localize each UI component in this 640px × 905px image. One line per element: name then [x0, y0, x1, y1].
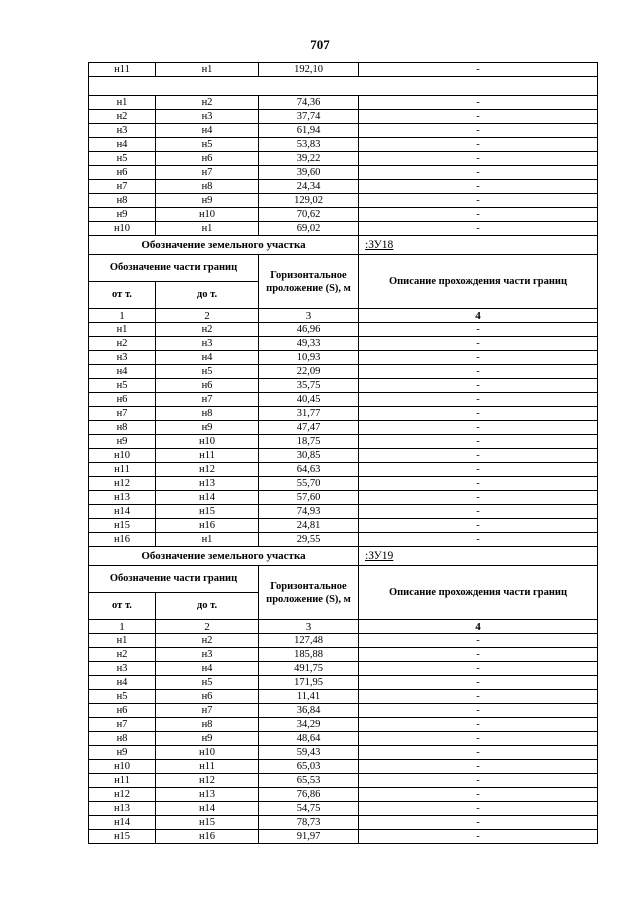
table-row: [89, 323, 598, 337]
from-point-cell: н3: [89, 124, 156, 138]
table-row: [89, 491, 598, 505]
from-point-cell: н14: [89, 505, 156, 519]
header-row: [89, 255, 598, 282]
length-cell: 10,93: [259, 351, 359, 365]
length-cell: 40,45: [259, 393, 359, 407]
from-point-cell: н9: [89, 208, 156, 222]
column-number: 3: [259, 309, 359, 323]
column-number: 1: [89, 309, 156, 323]
from-point-cell: н2: [89, 648, 156, 662]
from-point-cell: н16: [89, 533, 156, 547]
plot-id: :ЗУ18: [359, 236, 598, 255]
table-row: [89, 718, 598, 732]
to-point-header: до т.: [156, 593, 259, 620]
table-row: [89, 208, 598, 222]
to-point-cell: н4: [156, 351, 259, 365]
length-cell: 18,75: [259, 435, 359, 449]
length-cell: 54,75: [259, 802, 359, 816]
to-point-cell: н6: [156, 379, 259, 393]
description-cell: -: [359, 774, 598, 788]
description-cell: -: [359, 634, 598, 648]
length-cell: 30,85: [259, 449, 359, 463]
to-point-cell: н10: [156, 435, 259, 449]
to-point-cell: н11: [156, 449, 259, 463]
from-point-cell: н1: [89, 634, 156, 648]
length-cell: 192,10: [259, 63, 359, 77]
table-row: [89, 138, 598, 152]
part-boundary-header: Обозначение части границ: [89, 566, 259, 593]
length-cell: 31,77: [259, 407, 359, 421]
description-cell: -: [359, 676, 598, 690]
length-cell: 24,81: [259, 519, 359, 533]
length-cell: 185,88: [259, 648, 359, 662]
length-cell: 78,73: [259, 816, 359, 830]
table-row: [89, 96, 598, 110]
from-point-cell: н3: [89, 662, 156, 676]
to-point-cell: н14: [156, 802, 259, 816]
from-point-cell: н10: [89, 222, 156, 236]
from-point-header: от т.: [89, 593, 156, 620]
from-point-cell: н14: [89, 816, 156, 830]
description-cell: -: [359, 407, 598, 421]
table-row: [89, 124, 598, 138]
plot-title-row: [89, 547, 598, 566]
table-row: [89, 435, 598, 449]
description-cell: -: [359, 63, 598, 77]
to-point-cell: н6: [156, 152, 259, 166]
plot-id: :ЗУ19: [359, 547, 598, 566]
description-cell: -: [359, 519, 598, 533]
from-point-cell: н10: [89, 449, 156, 463]
table-row: [89, 690, 598, 704]
page-number: 707: [310, 37, 330, 52]
length-cell: 129,02: [259, 194, 359, 208]
length-cell: 171,95: [259, 676, 359, 690]
column-number: 4: [359, 620, 598, 634]
part-boundary-header: Обозначение части границ: [89, 255, 259, 282]
length-cell: 37,74: [259, 110, 359, 124]
table-row: [89, 816, 598, 830]
to-point-cell: н3: [156, 110, 259, 124]
to-point-cell: н2: [156, 96, 259, 110]
to-point-cell: н12: [156, 774, 259, 788]
to-point-cell: н3: [156, 648, 259, 662]
to-point-cell: н15: [156, 505, 259, 519]
to-point-cell: н13: [156, 477, 259, 491]
description-cell: -: [359, 718, 598, 732]
description-cell: -: [359, 138, 598, 152]
to-point-cell: н14: [156, 491, 259, 505]
empty-cell: [89, 77, 598, 96]
table-row: [89, 110, 598, 124]
from-point-cell: н12: [89, 477, 156, 491]
boundary-table: [88, 62, 598, 844]
from-point-cell: н8: [89, 732, 156, 746]
description-cell: -: [359, 802, 598, 816]
description-cell: -: [359, 421, 598, 435]
to-point-cell: н3: [156, 337, 259, 351]
length-cell: 55,70: [259, 477, 359, 491]
table-row: [89, 788, 598, 802]
to-point-cell: н2: [156, 323, 259, 337]
to-point-cell: н8: [156, 718, 259, 732]
description-cell: -: [359, 449, 598, 463]
column-number: 1: [89, 620, 156, 634]
from-point-cell: н8: [89, 194, 156, 208]
from-point-cell: н4: [89, 138, 156, 152]
table-row: [89, 351, 598, 365]
from-point-cell: н9: [89, 435, 156, 449]
to-point-cell: н6: [156, 690, 259, 704]
from-point-cell: н7: [89, 180, 156, 194]
from-point-cell: н6: [89, 393, 156, 407]
length-cell: 39,22: [259, 152, 359, 166]
description-cell: -: [359, 194, 598, 208]
table-row: [89, 180, 598, 194]
table-row: [89, 519, 598, 533]
table-row: [89, 194, 598, 208]
description-header: Описание прохождения части границ: [359, 566, 598, 620]
table-row: [89, 830, 598, 844]
from-point-cell: н13: [89, 491, 156, 505]
length-cell: 491,75: [259, 662, 359, 676]
from-point-cell: н4: [89, 676, 156, 690]
length-cell: 46,96: [259, 323, 359, 337]
description-cell: -: [359, 222, 598, 236]
description-cell: -: [359, 365, 598, 379]
table-row: [89, 365, 598, 379]
description-cell: -: [359, 662, 598, 676]
length-cell: 34,29: [259, 718, 359, 732]
table-row: [89, 505, 598, 519]
column-number: 4: [359, 309, 598, 323]
length-cell: 48,64: [259, 732, 359, 746]
from-point-cell: н9: [89, 746, 156, 760]
length-cell: 39,60: [259, 166, 359, 180]
description-cell: -: [359, 505, 598, 519]
boundary-table-body: [89, 63, 598, 844]
length-cell: 24,34: [259, 180, 359, 194]
length-cell: 74,93: [259, 505, 359, 519]
from-point-cell: н15: [89, 830, 156, 844]
length-cell: 49,33: [259, 337, 359, 351]
from-point-cell: н10: [89, 760, 156, 774]
table-row: [89, 662, 598, 676]
length-cell: 47,47: [259, 421, 359, 435]
description-cell: -: [359, 788, 598, 802]
description-cell: -: [359, 393, 598, 407]
length-cell: 74,36: [259, 96, 359, 110]
table-row: [89, 222, 598, 236]
to-point-cell: н5: [156, 676, 259, 690]
length-cell: 64,63: [259, 463, 359, 477]
to-point-cell: н5: [156, 365, 259, 379]
to-point-cell: н9: [156, 732, 259, 746]
length-cell: 11,41: [259, 690, 359, 704]
table-row: [89, 166, 598, 180]
length-cell: 36,84: [259, 704, 359, 718]
table-row: [89, 634, 598, 648]
to-point-cell: н13: [156, 788, 259, 802]
to-point-cell: н1: [156, 63, 259, 77]
length-cell: 91,97: [259, 830, 359, 844]
description-cell: -: [359, 351, 598, 365]
from-point-cell: н5: [89, 152, 156, 166]
table-row: [89, 732, 598, 746]
from-point-cell: н6: [89, 704, 156, 718]
length-cell: 65,53: [259, 774, 359, 788]
column-number: 2: [156, 309, 259, 323]
length-cell: 35,75: [259, 379, 359, 393]
from-point-cell: н6: [89, 166, 156, 180]
table-row: [89, 760, 598, 774]
from-point-cell: н12: [89, 788, 156, 802]
horizontal-length-header: [259, 566, 359, 620]
to-point-cell: н12: [156, 463, 259, 477]
horizontal-length-header: [259, 255, 359, 309]
to-point-cell: н15: [156, 816, 259, 830]
to-point-cell: н10: [156, 746, 259, 760]
description-cell: -: [359, 337, 598, 351]
description-cell: -: [359, 648, 598, 662]
column-number: 3: [259, 620, 359, 634]
length-cell: 22,09: [259, 365, 359, 379]
length-cell: 61,94: [259, 124, 359, 138]
description-cell: -: [359, 208, 598, 222]
table-row: [89, 421, 598, 435]
description-cell: -: [359, 732, 598, 746]
column-number: 2: [156, 620, 259, 634]
to-point-cell: н4: [156, 662, 259, 676]
from-point-cell: н11: [89, 463, 156, 477]
table-row: [89, 648, 598, 662]
table-row: [89, 533, 598, 547]
to-point-cell: н4: [156, 124, 259, 138]
from-point-cell: н1: [89, 96, 156, 110]
column-number-row: [89, 620, 598, 634]
length-cell: 70,62: [259, 208, 359, 222]
length-cell: 76,86: [259, 788, 359, 802]
column-number-row: [89, 309, 598, 323]
from-point-cell: н11: [89, 774, 156, 788]
description-cell: -: [359, 463, 598, 477]
to-point-cell: н1: [156, 222, 259, 236]
description-cell: -: [359, 180, 598, 194]
description-cell: -: [359, 690, 598, 704]
from-point-cell: н7: [89, 718, 156, 732]
table-row: [89, 337, 598, 351]
plot-designation-label: Обозначение земельного участка: [89, 236, 359, 255]
table-row: [89, 152, 598, 166]
description-cell: -: [359, 124, 598, 138]
horizontal-length-label: Горизонтальное проложение (S), м: [266, 269, 351, 294]
to-point-cell: н11: [156, 760, 259, 774]
length-cell: 127,48: [259, 634, 359, 648]
from-point-cell: н13: [89, 802, 156, 816]
to-point-cell: н10: [156, 208, 259, 222]
description-cell: -: [359, 760, 598, 774]
to-point-cell: н5: [156, 138, 259, 152]
from-point-cell: н8: [89, 421, 156, 435]
description-cell: -: [359, 323, 598, 337]
to-point-cell: н7: [156, 704, 259, 718]
length-cell: 57,60: [259, 491, 359, 505]
table-row: [89, 477, 598, 491]
table-row: [89, 407, 598, 421]
to-point-cell: н8: [156, 180, 259, 194]
from-point-cell: н3: [89, 351, 156, 365]
length-cell: 29,55: [259, 533, 359, 547]
from-point-cell: н1: [89, 323, 156, 337]
description-cell: -: [359, 110, 598, 124]
table-row: [89, 379, 598, 393]
table-row: [89, 704, 598, 718]
table-row: [89, 676, 598, 690]
to-point-cell: н16: [156, 830, 259, 844]
to-point-cell: н9: [156, 421, 259, 435]
from-point-cell: н2: [89, 337, 156, 351]
table-row: [89, 463, 598, 477]
plot-title-row: [89, 236, 598, 255]
to-point-cell: н7: [156, 393, 259, 407]
from-point-cell: н2: [89, 110, 156, 124]
length-cell: 69,02: [259, 222, 359, 236]
from-point-cell: н15: [89, 519, 156, 533]
to-point-cell: н9: [156, 194, 259, 208]
description-cell: -: [359, 704, 598, 718]
horizontal-length-label: Горизонтальное проложение (S), м: [266, 580, 351, 605]
plot-designation-label: Обозначение земельного участка: [89, 547, 359, 566]
to-point-cell: н16: [156, 519, 259, 533]
from-point-cell: н5: [89, 379, 156, 393]
from-point-header: от т.: [89, 282, 156, 309]
description-cell: -: [359, 830, 598, 844]
length-cell: 65,03: [259, 760, 359, 774]
from-point-cell: н4: [89, 365, 156, 379]
description-cell: -: [359, 435, 598, 449]
length-cell: 53,83: [259, 138, 359, 152]
from-point-cell: н7: [89, 407, 156, 421]
to-point-cell: н8: [156, 407, 259, 421]
table-row: [89, 774, 598, 788]
from-point-cell: н5: [89, 690, 156, 704]
empty-row: [89, 77, 598, 96]
to-point-cell: н7: [156, 166, 259, 180]
description-header: Описание прохождения части границ: [359, 255, 598, 309]
header-row: [89, 566, 598, 593]
table-row: [89, 63, 598, 77]
description-cell: -: [359, 152, 598, 166]
description-cell: -: [359, 477, 598, 491]
description-cell: -: [359, 379, 598, 393]
description-cell: -: [359, 746, 598, 760]
description-cell: -: [359, 166, 598, 180]
description-cell: -: [359, 96, 598, 110]
length-cell: 59,43: [259, 746, 359, 760]
table-row: [89, 393, 598, 407]
table-row: [89, 746, 598, 760]
table-row: [89, 449, 598, 463]
description-cell: -: [359, 533, 598, 547]
to-point-cell: н1: [156, 533, 259, 547]
from-point-cell: н11: [89, 63, 156, 77]
description-cell: -: [359, 816, 598, 830]
description-cell: -: [359, 491, 598, 505]
table-row: [89, 802, 598, 816]
to-point-header: до т.: [156, 282, 259, 309]
to-point-cell: н2: [156, 634, 259, 648]
